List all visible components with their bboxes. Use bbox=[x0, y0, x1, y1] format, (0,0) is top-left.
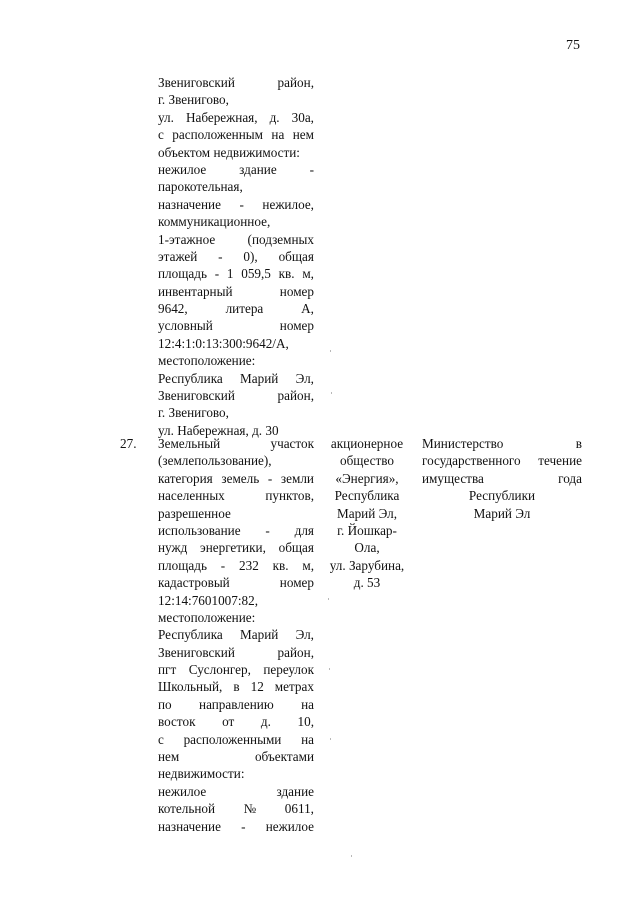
word: 0611, bbox=[284, 801, 314, 817]
text-line bbox=[158, 387, 314, 404]
text-line bbox=[158, 248, 314, 265]
word: - bbox=[220, 557, 226, 573]
word: назначение bbox=[158, 196, 221, 212]
word: здание bbox=[239, 161, 277, 177]
scan-speck bbox=[351, 855, 352, 857]
word: энергетики, bbox=[200, 540, 266, 556]
text-line bbox=[158, 644, 314, 661]
word: кв. bbox=[278, 266, 295, 282]
word: течение bbox=[538, 453, 582, 469]
word: 059,5 bbox=[241, 266, 271, 282]
word: расположенными bbox=[183, 731, 282, 747]
word: котельной bbox=[158, 801, 216, 817]
word: земли bbox=[280, 470, 314, 486]
word: пгт bbox=[158, 662, 177, 678]
word: район, bbox=[277, 75, 314, 90]
text-line: Республики bbox=[468, 488, 536, 504]
entry-recipient bbox=[422, 435, 582, 522]
word: направлению bbox=[199, 696, 274, 712]
word: нежилое, bbox=[262, 196, 314, 212]
text-line bbox=[158, 522, 314, 539]
text-line bbox=[158, 283, 314, 300]
word: переулок bbox=[263, 662, 314, 678]
word: м, bbox=[302, 557, 314, 573]
word: м, bbox=[302, 266, 314, 282]
text-line bbox=[158, 109, 314, 126]
text-line: разрешенное bbox=[158, 505, 231, 521]
word: по bbox=[158, 696, 172, 712]
word: Звениговский bbox=[158, 644, 235, 660]
word: Эл, bbox=[295, 370, 314, 386]
scan-speck bbox=[331, 392, 332, 394]
text-line: парокотельная, bbox=[158, 179, 243, 195]
word: общая bbox=[278, 248, 314, 264]
word: общая bbox=[278, 540, 314, 556]
word: 12 bbox=[250, 679, 264, 695]
text-line bbox=[422, 452, 582, 469]
word: нем bbox=[292, 127, 314, 143]
word: назначение bbox=[158, 818, 221, 834]
entry-description bbox=[158, 435, 314, 835]
word: нежилое bbox=[265, 818, 314, 834]
text-line: (землепользование), bbox=[158, 453, 272, 469]
text-line: Ола, bbox=[354, 540, 380, 556]
text-line bbox=[158, 574, 314, 591]
word: - bbox=[218, 248, 223, 264]
word: использование bbox=[158, 522, 241, 538]
word: Земельный bbox=[158, 436, 221, 451]
scan-speck bbox=[329, 668, 330, 670]
text-line bbox=[158, 539, 314, 556]
word: объектами bbox=[254, 749, 314, 765]
text-line: Республика bbox=[334, 488, 400, 504]
word: литера bbox=[225, 301, 264, 317]
word: нужд bbox=[158, 540, 188, 556]
word: Звениговский bbox=[158, 75, 235, 90]
word: с bbox=[158, 731, 164, 747]
word: - bbox=[214, 266, 220, 282]
text-line: г. Звенигово, bbox=[158, 405, 229, 421]
text-line bbox=[158, 783, 314, 800]
word: 1 bbox=[226, 266, 234, 282]
word: здание bbox=[276, 783, 314, 799]
scan-speck bbox=[330, 738, 331, 740]
word: - bbox=[309, 161, 314, 177]
text-line bbox=[158, 74, 314, 91]
text-line: общество bbox=[340, 453, 394, 469]
word: 9642, bbox=[158, 301, 188, 317]
word: Марий bbox=[240, 370, 279, 386]
text-line bbox=[158, 626, 314, 643]
word: 10, bbox=[297, 714, 314, 730]
text-line: Марий Эл bbox=[473, 505, 531, 521]
entry-number: 27. bbox=[120, 436, 137, 451]
text-line: г. Звенигово, bbox=[158, 92, 229, 108]
word: имущества bbox=[422, 470, 484, 486]
text-line bbox=[158, 748, 314, 765]
text-line bbox=[422, 470, 582, 487]
word: номер bbox=[279, 575, 314, 591]
text-line bbox=[158, 300, 314, 317]
word: с bbox=[158, 127, 164, 143]
word: 232 bbox=[239, 557, 259, 573]
text-line bbox=[158, 231, 314, 248]
word: - bbox=[239, 196, 244, 212]
word: Республика bbox=[158, 627, 223, 643]
word: - bbox=[241, 818, 246, 834]
word: условный bbox=[158, 318, 213, 334]
text-line: объектом недвижимости: bbox=[158, 144, 300, 160]
text-line bbox=[158, 161, 314, 178]
word: - bbox=[267, 470, 273, 486]
word: кв. bbox=[272, 557, 289, 573]
word: номер bbox=[279, 318, 314, 334]
word: в bbox=[233, 679, 240, 695]
word: Школьный, bbox=[158, 679, 223, 695]
text-line: Марий Эл, bbox=[337, 505, 397, 521]
text-line: местоположение: bbox=[158, 609, 256, 625]
text-line: 12:4:1:0:13:300:9642/А, bbox=[158, 335, 289, 351]
word: Марий bbox=[240, 627, 279, 643]
word: населенных bbox=[158, 488, 225, 504]
word: нем bbox=[158, 749, 180, 765]
word: государственного bbox=[422, 453, 521, 469]
entry-holder bbox=[322, 435, 412, 592]
text-line bbox=[158, 800, 314, 817]
text-line bbox=[158, 661, 314, 678]
text-line: 12:14:7601007:82, bbox=[158, 592, 259, 608]
text-line bbox=[158, 818, 314, 835]
text-line: акционерное bbox=[330, 436, 404, 451]
word: Звениговский bbox=[158, 388, 235, 404]
text-line bbox=[158, 487, 314, 504]
word: земель bbox=[221, 470, 260, 486]
word: на bbox=[301, 731, 314, 747]
word: расположенным bbox=[172, 127, 263, 143]
text-line bbox=[158, 435, 314, 452]
word: Республика bbox=[158, 370, 223, 386]
word: площадь bbox=[158, 266, 207, 282]
word: от bbox=[222, 714, 235, 730]
text-line bbox=[158, 196, 314, 213]
text-line bbox=[158, 126, 314, 143]
word: 0), bbox=[243, 248, 258, 264]
word: А, bbox=[301, 301, 314, 317]
word: д. bbox=[269, 109, 280, 125]
text-line: ул. Набережная, д. 30 bbox=[158, 422, 279, 438]
word: ул. bbox=[158, 109, 174, 125]
word: 1-этажное bbox=[158, 231, 216, 247]
text-line: ул. Зарубина, bbox=[329, 557, 405, 573]
word: этажей bbox=[158, 248, 198, 264]
word: восток bbox=[158, 714, 196, 730]
text-line bbox=[158, 557, 314, 574]
text-line bbox=[158, 265, 314, 282]
text-line bbox=[158, 713, 314, 730]
word: № bbox=[243, 801, 257, 817]
word: Министерство bbox=[422, 436, 504, 451]
text-line bbox=[158, 731, 314, 748]
text-line bbox=[158, 370, 314, 387]
word: для bbox=[294, 522, 314, 538]
text-line bbox=[158, 678, 314, 695]
page-number: 75 bbox=[566, 38, 580, 53]
word: 30а, bbox=[291, 109, 314, 125]
text-line: д. 53 bbox=[353, 575, 381, 591]
word: инвентарный bbox=[158, 283, 233, 299]
word: площадь bbox=[158, 557, 207, 573]
word: д. bbox=[260, 714, 271, 730]
text-line: местоположение: bbox=[158, 353, 256, 369]
word: в bbox=[575, 436, 582, 451]
word: нежилое bbox=[158, 783, 207, 799]
word: пунктов, bbox=[265, 488, 314, 504]
scan-speck bbox=[330, 350, 331, 352]
text-line: недвижимости: bbox=[158, 766, 245, 782]
text-line: коммуникационное, bbox=[158, 214, 271, 230]
word: метрах bbox=[274, 679, 314, 695]
text-line bbox=[422, 435, 582, 452]
text-line bbox=[158, 317, 314, 334]
word: на bbox=[301, 696, 314, 712]
word: участок bbox=[270, 436, 314, 451]
text-line: г. Йошкар- bbox=[337, 522, 397, 538]
word: Набережная, bbox=[185, 109, 258, 125]
word: район, bbox=[277, 644, 314, 660]
scan-speck bbox=[328, 598, 329, 600]
word: район, bbox=[277, 388, 314, 404]
word: на bbox=[271, 127, 285, 143]
word: кадастровый bbox=[158, 575, 230, 591]
text-line bbox=[158, 696, 314, 713]
word: (подземных bbox=[247, 231, 314, 247]
word: Эл, bbox=[295, 627, 314, 643]
continuation-description bbox=[158, 74, 314, 439]
word: - bbox=[265, 522, 270, 538]
word: категория bbox=[158, 470, 213, 486]
word: года bbox=[558, 470, 582, 486]
word: нежилое bbox=[158, 161, 207, 177]
word: Суслонгер, bbox=[188, 662, 251, 678]
text-line bbox=[158, 470, 314, 487]
word: номер bbox=[279, 283, 314, 299]
text-line: «Энергия», bbox=[335, 470, 399, 486]
